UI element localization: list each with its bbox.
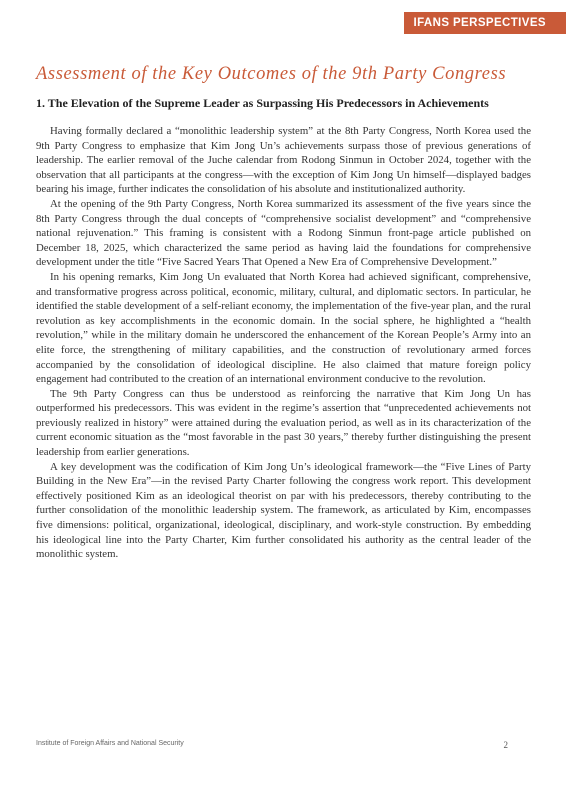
paragraph: In his opening remarks, Kim Jong Un evaluated that North Korea had achieved significant, comprehensive, and transformative progress across political, economic, military, cultural, and diplomatic sectors. In particular, he identified the stable development of a self-reliant economy, the implementation of the five-year plan, and the rural revolution as key accomplishments in the economic domain. In the social sphere, he highlighted a “health revolution,” while in the military domain he underscored the enhancement of the Korean People’s Army into an elite force, the strengthening of military capabilities, and the construction of revolutionary armed forces accompanied by the consolidation of ideological discipline. He also claimed that mature foreign policy engagement had contributed to the creation of an international environment conducive to the revolution. xyxy=(36,270,531,386)
section-heading: 1. The Elevation of the Supreme Leader as Surpassing His Predecessors in Achievements xyxy=(36,96,489,110)
article-body xyxy=(36,124,531,562)
paragraph: Having formally declared a “monolithic leadership system” at the 8th Party Congress, North Korea used the 9th Party Congress to emphasize that Kim Jong Un’s achievements surpass those of previous generations of leadership. The earlier removal of the Juche calendar from Rodong Sinmun in October 2024, together with the observation that all participants at the congress—with the exception of Kim Jong Un himself—displayed badges bearing his image, further indicates the consolidation of his absolute and institutionalized authority. xyxy=(36,125,531,196)
page-number: 2 xyxy=(503,740,508,750)
paragraph: The 9th Party Congress can thus be understood as reinforcing the narrative that Kim Jong Un has outperformed his predecessors. This was evident in the regime’s assertion that “unprecedented achievements not previously realized in history” were attained during the evaluation period, as well as in its characterization of the current economic situation as the “most favorable in the past 30 years,” thereby further distinguishing the present leadership from earlier generations. xyxy=(36,387,531,459)
paragraph: At the opening of the 9th Party Congress, North Korea summarized its assessment of the five years since the 8th Party Congress through the dual concepts of “comprehensive socialist development” and “comprehensive national rejuvenation.” This framing is consistent with a Rodong Sinmun front-page article published on December 18, 2025, which characterized the same period as having laid the foundations for comprehensive development under the title “Five Sacred Years That Opened a New Era of Comprehensive Development.” xyxy=(36,197,531,269)
paragraph: A key development was the codification of Kim Jong Un’s ideological framework—the “Five Lines of Party Building in the New Era”—in the revised Party Charter following the congress work report. This development effectively positioned Kim as an ideological theorist on par with his predecessors, thereby contributing to the further consolidation of the monolithic leadership system. The framework, as articulated by Kim, encompasses five dimensions: political, organizational, ideological, disciplinary, and work-style construction. By embedding his ideological line into the Party Charter, Kim further consolidated his authority as the central leader of the monolithic system. xyxy=(36,460,531,561)
footer-institute: Institute of Foreign Affairs and National Security xyxy=(36,740,184,747)
series-badge: IFANS PERSPECTIVES xyxy=(404,12,566,34)
page-title: Assessment of the Key Outcomes of the 9th Party Congress xyxy=(36,64,507,84)
